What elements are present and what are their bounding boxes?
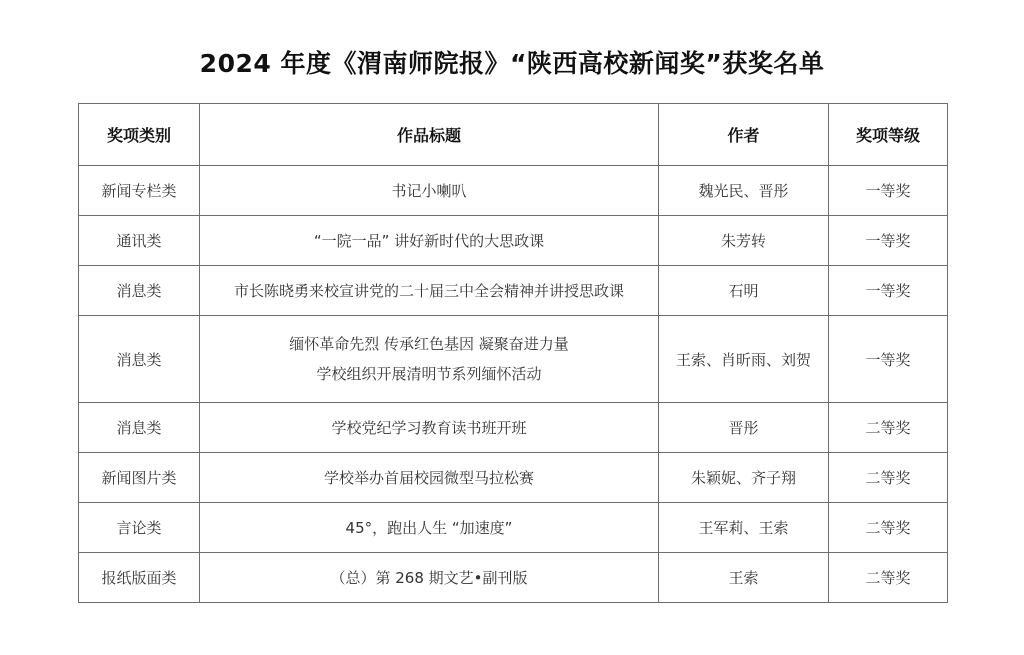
title-line: 书记小喇叭 — [391, 181, 467, 200]
title-line: 学校举办首届校园微型马拉松赛 — [323, 468, 534, 487]
cell-author: 魏光民、晋彤 — [659, 166, 829, 216]
table-header-row — [79, 104, 948, 166]
table-row — [79, 166, 948, 216]
cell-category: 消息类 — [79, 403, 200, 453]
cell-author: 王索、肖昕雨、刘贺 — [659, 316, 829, 403]
table-row — [79, 316, 948, 403]
title-line: 市长陈晓勇来校宣讲党的二十届三中全会精神并讲授思政课 — [233, 281, 624, 300]
cell-category: 消息类 — [79, 316, 200, 403]
awards-table — [78, 103, 948, 603]
table-row — [79, 266, 948, 316]
cell-category: 新闻图片类 — [79, 453, 200, 503]
table-row — [79, 453, 948, 503]
title-line: “一院一品” 讲好新时代的大思政课 — [313, 231, 545, 250]
cell-level: 一等奖 — [829, 216, 948, 266]
table-row — [79, 503, 948, 553]
cell-level: 二等奖 — [829, 553, 948, 603]
cell-title — [200, 216, 659, 266]
title-line: 学校组织开展清明节系列缅怀活动 — [316, 365, 542, 383]
cell-level: 二等奖 — [829, 503, 948, 553]
title-line: 45°，跑出人生 “加速度” — [345, 518, 513, 537]
cell-title — [200, 166, 659, 216]
cell-title — [200, 266, 659, 316]
cell-category: 通讯类 — [79, 216, 200, 266]
cell-title — [200, 453, 659, 503]
cell-author: 王军莉、王索 — [659, 503, 829, 553]
cell-level: 二等奖 — [829, 403, 948, 453]
cell-title — [200, 553, 659, 603]
cell-level: 二等奖 — [829, 453, 948, 503]
cell-title — [200, 403, 659, 453]
cell-author: 晋彤 — [659, 403, 829, 453]
cell-category: 新闻专栏类 — [79, 166, 200, 216]
header-author: 作者 — [659, 104, 829, 166]
cell-title — [200, 316, 659, 403]
table-row — [79, 553, 948, 603]
header-level: 奖项等级 — [829, 104, 948, 166]
cell-author: 朱芳转 — [659, 216, 829, 266]
table-row — [79, 216, 948, 266]
cell-level: 一等奖 — [829, 316, 948, 403]
cell-level: 一等奖 — [829, 166, 948, 216]
title-line: （总）第 268 期文艺•副刊版 — [330, 568, 528, 587]
cell-author: 王索 — [659, 553, 829, 603]
cell-author: 朱颖妮、齐子翔 — [659, 453, 829, 503]
title-line: 缅怀革命先烈 传承红色基因 凝聚奋进力量 — [289, 335, 569, 353]
cell-category: 报纸版面类 — [79, 553, 200, 603]
page-title: 2024 年度《渭南师院报》“陕西高校新闻奖”获奖名单 — [199, 49, 825, 78]
cell-title — [200, 503, 659, 553]
cell-level: 一等奖 — [829, 266, 948, 316]
cell-category: 消息类 — [79, 266, 200, 316]
cell-author: 石明 — [659, 266, 829, 316]
title-line: 学校党纪学习教育读书班开班 — [331, 418, 527, 437]
cell-category: 言论类 — [79, 503, 200, 553]
table-row — [79, 403, 948, 453]
header-category: 奖项类别 — [79, 104, 200, 166]
header-title: 作品标题 — [200, 104, 659, 166]
